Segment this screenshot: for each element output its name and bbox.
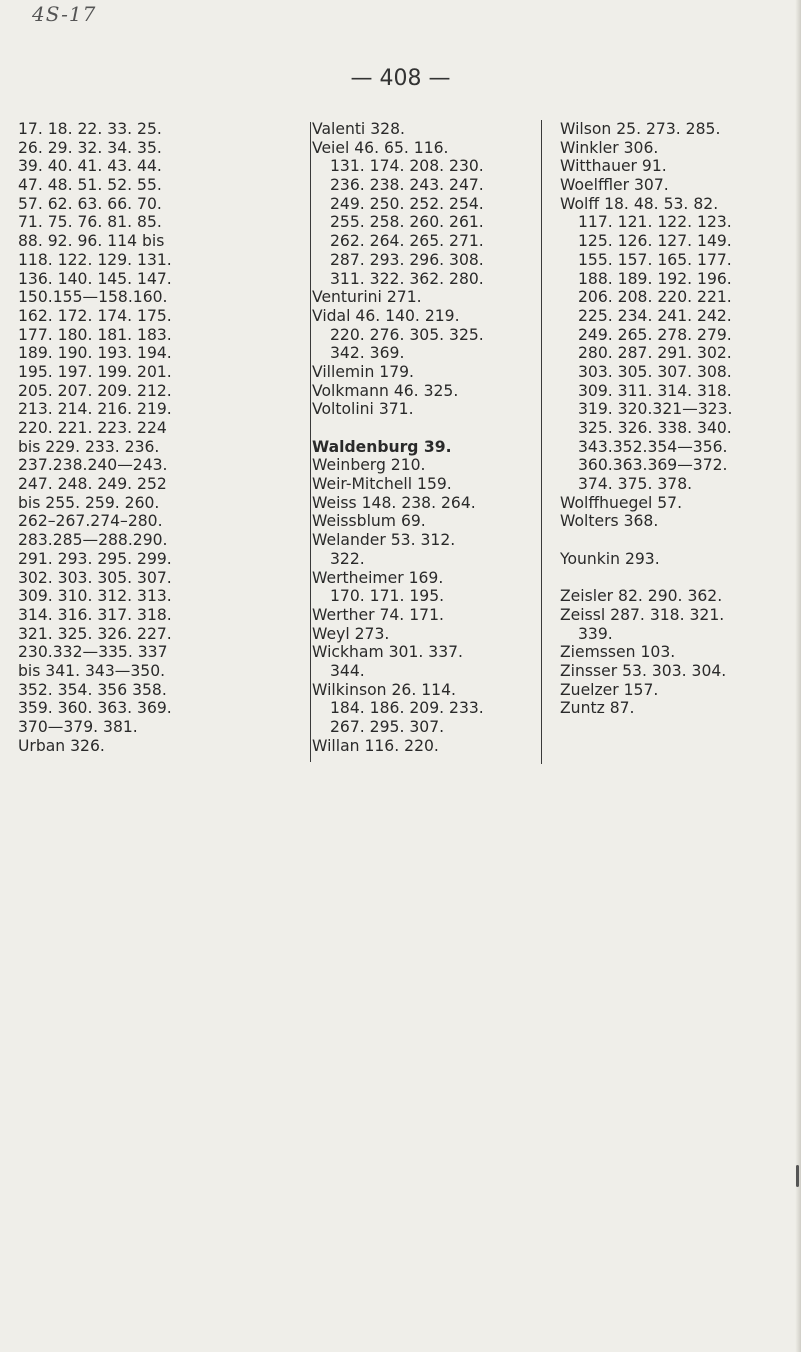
index-entry-continuation: 360.363.369—372.: [578, 456, 728, 475]
column-divider: [541, 120, 542, 764]
page-number: — 408 —: [350, 66, 451, 91]
index-entry: bis 341. 343—350.: [18, 661, 166, 680]
index-entry-continuation: 225. 234. 241. 242.: [578, 306, 732, 325]
page-edge-shadow: [795, 0, 801, 1352]
index-entry: Weinberg 210.: [312, 456, 426, 475]
index-entry: 359. 360. 363. 369.: [18, 699, 172, 718]
index-entry: 136. 140. 145. 147.: [18, 269, 172, 288]
index-entry: Vidal 46. 140. 219.: [312, 306, 460, 325]
index-entry: Volkmann 46. 325.: [312, 381, 459, 400]
index-entry: 220. 221. 223. 224: [18, 419, 167, 437]
index-entry-continuation: 131. 174. 208. 230.: [330, 157, 484, 176]
index-entry: Zinsser 53. 303. 304.: [560, 661, 727, 680]
index-entry-continuation: 236. 238. 243. 247.: [330, 176, 484, 195]
index-entry: Weyl 273.: [312, 624, 390, 643]
index-entry-continuation: 343.352.354—356.: [578, 437, 728, 456]
index-entry: Winkler 306.: [560, 138, 659, 157]
index-column-3: [560, 120, 790, 718]
index-entry: 262–267.274–280.: [18, 512, 163, 531]
index-entry-continuation: 184. 186. 209. 233.: [330, 699, 484, 718]
ink-mark: [796, 1165, 799, 1187]
index-entry: Woelffler 307.: [560, 176, 669, 195]
index-entry: Veiel 46. 65. 116.: [312, 138, 449, 157]
index-column-1: [18, 120, 308, 755]
index-entry: Zuelzer 157.: [560, 680, 659, 699]
index-entry-continuation: 117. 121. 122. 123.: [578, 213, 732, 232]
index-entry: 309. 310. 312. 313.: [18, 587, 172, 606]
entry-spacer: [560, 569, 790, 588]
index-entry: Wickham 301. 337.: [312, 643, 463, 662]
index-entry: 195. 197. 199. 201.: [18, 362, 172, 381]
index-entry: Voltolini 371.: [312, 400, 414, 419]
index-entry: 57. 62. 63. 66. 70.: [18, 194, 162, 213]
index-entry: Welander 53. 312.: [312, 531, 456, 550]
index-entry: 162. 172. 174. 175.: [18, 306, 172, 325]
index-entry-continuation: 262. 264. 265. 271.: [330, 232, 484, 251]
index-entry-continuation: 311. 322. 362. 280.: [330, 269, 484, 288]
index-entry: 39. 40. 41. 43. 44.: [18, 157, 162, 176]
index-entry: Weiss 148. 238. 264.: [312, 493, 476, 512]
index-entry-continuation: 125. 126. 127. 149.: [578, 232, 732, 251]
index-entry-continuation: 170. 171. 195.: [330, 587, 445, 606]
index-entry: 189. 190. 193. 194.: [18, 344, 172, 363]
index-entry-continuation: 255. 258. 260. 261.: [330, 213, 484, 232]
index-entry-continuation: 374. 375. 378.: [578, 475, 693, 494]
index-entry-continuation: 267. 295. 307.: [330, 718, 445, 736]
index-entry: bis 255. 259. 260.: [18, 493, 160, 512]
index-entry: 71. 75. 76. 81. 85.: [18, 213, 162, 232]
index-entry: Urban 326.: [18, 736, 105, 755]
index-entry: Wilkinson 26. 114.: [312, 680, 456, 699]
index-entry: 150.155—158.160.: [18, 288, 168, 307]
index-entry-continuation: 322.: [330, 549, 365, 568]
index-entry: Waldenburg 39.: [312, 437, 452, 456]
entry-spacer: [312, 419, 540, 438]
index-entry-continuation: 220. 276. 305. 325.: [330, 325, 484, 344]
index-entry-continuation: 206. 208. 220. 221.: [578, 288, 732, 307]
index-entry: 291. 293. 295. 299.: [18, 549, 172, 568]
index-entry: Werther 74. 171.: [312, 605, 444, 624]
index-entry: Weissblum 69.: [312, 512, 426, 531]
index-entry: 314. 316. 317. 318.: [18, 605, 172, 624]
index-entry: 205. 207. 209. 212.: [18, 381, 172, 400]
index-entry-continuation: 280. 287. 291. 302.: [578, 344, 732, 363]
index-entry-continuation: 249. 250. 252. 254.: [330, 194, 484, 213]
index-entry: Wolters 368.: [560, 512, 659, 531]
index-entry: Zuntz 87.: [560, 699, 635, 718]
index-entry: 352. 354. 356 358.: [18, 680, 167, 699]
index-entry: Zeisler 82. 290. 362.: [560, 587, 723, 606]
index-entry: 47. 48. 51. 52. 55.: [18, 176, 162, 195]
index-entry: Wolffhuegel 57.: [560, 493, 683, 512]
index-entry-continuation: 319. 320.321—323.: [578, 400, 733, 419]
index-entry: Venturini 271.: [312, 288, 422, 307]
index-entry: Willan 116. 220.: [312, 736, 439, 755]
index-entry-continuation: 155. 157. 165. 177.: [578, 250, 732, 269]
index-entry: 118. 122. 129. 131.: [18, 250, 172, 269]
index-entry: Zeissl 287. 318. 321.: [560, 605, 725, 624]
index-entry: 230.332—335. 337: [18, 643, 168, 662]
index-entry-continuation: 344.: [330, 661, 365, 680]
index-entry: 321. 325. 326. 227.: [18, 624, 172, 643]
index-entry-continuation: 287. 293. 296. 308.: [330, 250, 484, 269]
column-divider: [310, 122, 311, 762]
index-entry: 177. 180. 181. 183.: [18, 325, 172, 344]
index-entry: 247. 248. 249. 252: [18, 475, 167, 494]
index-entry: 88. 92. 96. 114 bis: [18, 232, 165, 251]
index-entry: Villemin 179.: [312, 362, 414, 381]
index-entry-continuation: 309. 311. 314. 318.: [578, 381, 732, 400]
index-entry: 370—379. 381.: [18, 718, 138, 736]
index-entry: Weir-Mitchell 159.: [312, 475, 452, 494]
index-entry: 213. 214. 216. 219.: [18, 400, 172, 419]
index-entry: 26. 29. 32. 34. 35.: [18, 138, 162, 157]
index-entry: 17. 18. 22. 33. 25.: [18, 120, 162, 138]
index-entry-continuation: 303. 305. 307. 308.: [578, 362, 732, 381]
index-entry: Witthauer 91.: [560, 157, 667, 176]
index-entry: 237.238.240—243.: [18, 456, 168, 475]
index-entry: Wilson 25. 273. 285.: [560, 120, 721, 138]
index-entry: Wertheimer 169.: [312, 568, 444, 587]
index-entry: Ziemssen 103.: [560, 643, 676, 662]
index-entry-continuation: 339.: [578, 624, 613, 643]
index-entry: Younkin 293.: [560, 549, 660, 568]
index-entry: Wolff 18. 48. 53. 82.: [560, 194, 719, 213]
entry-spacer: [560, 531, 790, 550]
index-entry: Valenti 328.: [312, 120, 405, 138]
index-entry: 302. 303. 305. 307.: [18, 568, 172, 587]
index-entry-continuation: 249. 265. 278. 279.: [578, 325, 732, 344]
index-entry-continuation: 342. 369.: [330, 344, 405, 363]
index-entry: bis 229. 233. 236.: [18, 437, 160, 456]
index-entry: 283.285—288.290.: [18, 531, 168, 550]
index-entry-continuation: 188. 189. 192. 196.: [578, 269, 732, 288]
index-entry-continuation: 325. 326. 338. 340.: [578, 419, 732, 437]
index-column-2: [312, 120, 540, 755]
handwritten-note: 4S-17: [32, 2, 97, 26]
